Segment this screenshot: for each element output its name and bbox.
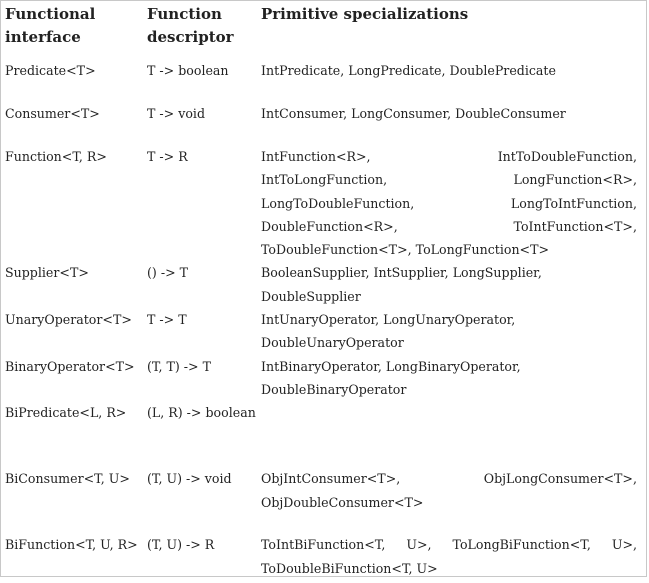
cell-descriptor: (T, U) -> void <box>147 471 232 487</box>
cell-interface: Function<T, R> <box>5 149 107 164</box>
table-row <box>5 533 641 583</box>
cell-specializations <box>261 401 641 467</box>
cell-specializations: IntUnaryOperator, LongUnaryOperator, DoubleUnaryOperator <box>261 312 516 351</box>
table-row <box>5 102 641 145</box>
table-row <box>5 145 641 261</box>
header-function-descriptor: Function descriptor <box>147 5 234 46</box>
cell-descriptor: T -> void <box>147 106 206 121</box>
cell-specializations: BooleanSupplier, IntSupplier, LongSupplier, DoubleSupplier <box>261 265 542 304</box>
functional-interfaces-table <box>5 3 641 583</box>
cell-specializations: IntBinaryOperator, LongBinaryOperator, DoubleBinaryOperator <box>261 358 521 397</box>
cell-specializations: ToIntBiFunction<T, U>, ToLongBiFunction<T, U>, ToDoubleBiFunction<T, U> <box>261 537 637 576</box>
cell-descriptor: T -> boolean <box>147 63 229 78</box>
table-row <box>5 308 641 355</box>
header-row <box>5 3 641 59</box>
cell-descriptor: T -> R <box>147 149 188 164</box>
cell-specializations: IntPredicate, LongPredicate, DoublePredicate <box>261 63 556 78</box>
cell-descriptor: T -> T <box>147 312 187 328</box>
cell-descriptor: (T, T) -> T <box>147 358 211 374</box>
cell-descriptor: (L, R) -> boolean <box>147 405 256 421</box>
cell-specializations: IntFunction<R>, IntToDoubleFunction, IntToLongFunction, LongFunction<R>, LongToDoubleFunction, LongToIntFunction, DoubleFunction<R>, ToIntFunction<T>, ToDoubleFunction<T>, ToLongFunction<T> <box>261 149 637 258</box>
table-row <box>5 355 641 402</box>
table-row <box>5 401 641 467</box>
cell-descriptor: () -> T <box>147 265 189 281</box>
cell-interface: BinaryOperator<T> <box>5 358 135 374</box>
cell-interface: Predicate<T> <box>5 63 96 78</box>
header-functional-interface: Functional interface <box>5 5 96 46</box>
header-primitive-specializations: Primitive specializations <box>261 5 469 23</box>
cell-specializations: IntConsumer, LongConsumer, DoubleConsumer <box>261 106 566 121</box>
cell-interface: BiPredicate<L, R> <box>5 405 127 421</box>
cell-interface: BiConsumer<T, U> <box>5 471 130 487</box>
cell-interface: UnaryOperator<T> <box>5 312 132 328</box>
table-row <box>5 467 641 533</box>
cell-interface: BiFunction<T, U, R> <box>5 537 138 553</box>
table-row <box>5 261 641 308</box>
cell-specializations: ObjIntConsumer<T>, ObjLongConsumer<T>, ObjDoubleConsumer<T> <box>261 471 637 510</box>
cell-interface: Supplier<T> <box>5 265 89 281</box>
table-row <box>5 59 641 102</box>
cell-descriptor: (T, U) -> R <box>147 537 215 553</box>
cell-interface: Consumer<T> <box>5 106 100 121</box>
